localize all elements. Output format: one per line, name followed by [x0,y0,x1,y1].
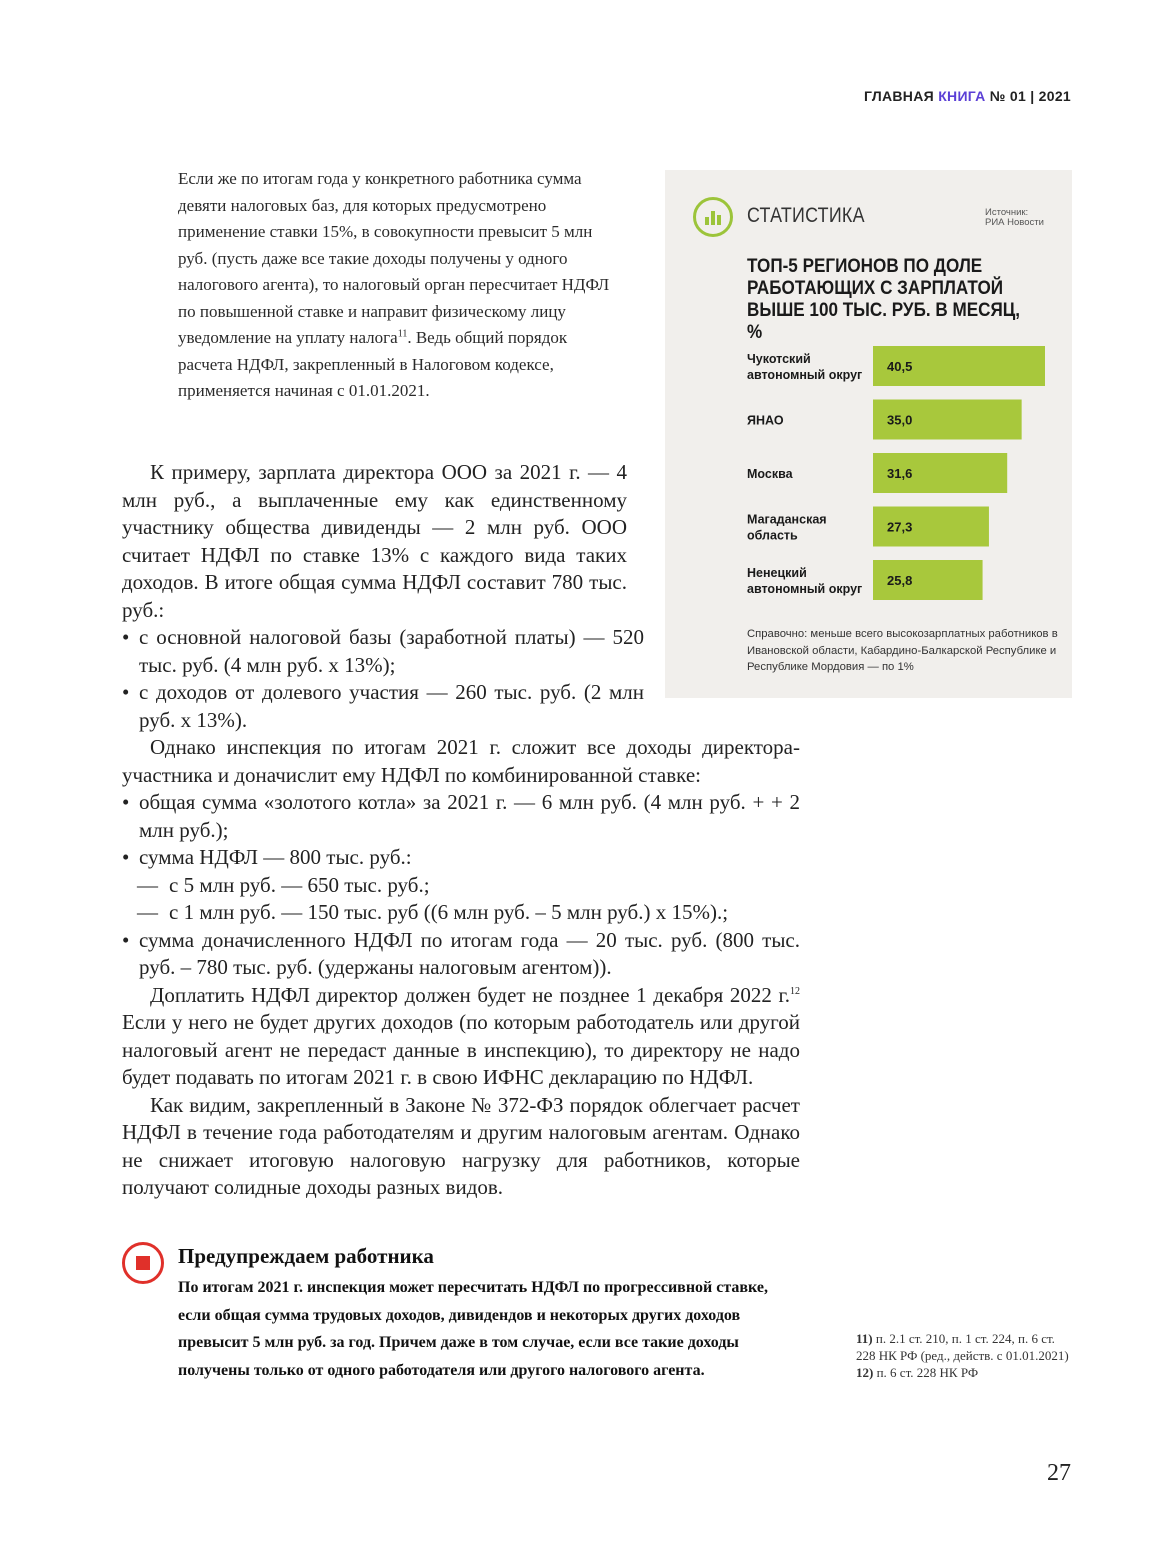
dash-5mln: — с 5 млн руб. — 650 тыс. руб.; [122,872,800,900]
paragraph-example: К примеру, зарплата директора ООО за 2021 г. — 4 млн руб., а выплаченные ему как единственному участнику общества дивиденды — 2 млн руб. ООО считает НДФЛ по ставке 13% с каждого вида таких доходов. В итоге общая сумма НДФЛ составит 780 тыс. руб.: [122,460,627,622]
paragraph-conclusion: Как видим, закрепленный в Законе № 372-ФЗ порядок облегчает расчет НДФЛ в течение года работодателям и другим налоговым агентам. Однако не снижает итоговую налоговую нагрузку для работников, которые получают солидные доходы разных видов. [122,1092,800,1199]
bar-value-label-3: 27,3 [887,519,913,535]
dash-1mln: — с 1 млн руб. — 150 тыс. руб ((6 млн руб. – 5 млн руб.) х 15%).; [122,899,800,927]
running-header [864,88,1071,104]
intro-text-2: . Ведь общий порядок расчета НДФЛ, закрепленный в Налоговом кодексе, применяется начиная с 01.01.2021. [178,328,568,400]
bar-value-label-0: 40,5 [887,359,913,374]
payment-text-2: Если у него не будет других доходов (по которым работодатель или другой налоговый агент не передаст данные в инспекцию), то директору не надо будет подавать по итогам 2021 г. в свою ИФНС декларацию по НДФЛ. [122,1010,800,1089]
bar-value-label-2: 31,6 [887,466,913,481]
footnote-12-text: п. 6 ст. 228 НК РФ [873,1365,979,1380]
warning-text: По итогам 2021 г. инспекция может пересчитать НДФЛ по прогрессивной ставке, если общая сумма трудовых доходов, дивидендов и некоторых других доходов превысит 5 млн руб. за год. Причем даже в том случае, если все такие доходы получены только от одного работодателя или другого налогового агента. [178,1279,768,1379]
category-label-2-0: Москва [747,467,793,481]
footnote-12-num: 12) [856,1365,874,1380]
bullet-total-income: • общая сумма «золотого котла» за 2021 г. — 6 млн руб. (4 млн руб. + + 2 млн руб.); [122,789,800,844]
header-glavnaya: ГЛАВНАЯ [863,88,934,104]
category-label-0-1: автономный округ [747,368,863,382]
category-label-1-0: ЯНАО [747,413,784,428]
footnotes [856,1330,1071,1381]
warning-title: Предупреждаем работника [178,1244,434,1268]
regions-bar-chart [665,170,1072,620]
intro-text-1: Если же по итогам года у конкретного работника сумма девяти налоговых баз, для которых предусмотрено применение ставки 15%, в совокупности превысит 5 млн руб. (пусть даже все такие доходы получены у одного налогового агента), то налоговый орган пересчитает НДФЛ по повышенной ставке и направит физическому лицу уведомление на уплату налога [178,169,610,347]
bullet-dividends: • с доходов от долевого участия — 260 тыс. руб. (2 млн руб. х 13%). [122,679,644,734]
paragraph-inspection: Однако инспекция по итогам 2021 г. сложит все доходы директора-участника и доначислит ему НДФЛ по комбинированной ставке: [122,735,800,787]
intro-paragraph [178,166,618,405]
header-issue: № 01 | 2021 [989,88,1071,104]
source-label: Источник: [985,207,1029,218]
stop-icon [122,1242,164,1284]
paragraph-payment [122,982,800,1092]
statistics-heading: СТАТИСТИКА [747,204,865,227]
footnote-ref-11: 11 [397,328,408,340]
footnote-12 [856,1364,1071,1381]
bullet-ndfl-sum: • сумма НДФЛ — 800 тыс. руб.: [122,844,800,872]
page-number: 27 [1047,1460,1071,1486]
chart-title: ТОП-5 РЕГИОНОВ ПО ДОЛЕ РАБОТАЮЩИХ С ЗАРПЛАТОЙ ВЫШЕ 100 ТЫС. РУБ. В МЕСЯЦ, % [747,256,1020,343]
category-label-0-0: Чукотский [747,352,811,366]
bar-value-label-4: 25,8 [887,573,913,588]
footnote-ref-12: 12 [790,985,800,997]
statistics-note: Справочно: меньше всего высокозарплатных работников в Ивановской области, Кабардино-Балкарской Республике и Республике Мордовия — по 1% [747,628,1058,673]
bullet-salary: • с основной налоговой базы (заработной платы) — 520 тыс. руб. (4 млн руб. х 13%); [122,624,644,679]
header-kniga: КНИГА [938,88,986,104]
bullet-additional-ndfl: • сумма доначисленного НДФЛ по итогам года — 20 тыс. руб. (800 тыс. руб. – 780 тыс. руб. (удержаны налоговым агентом)). [122,927,800,982]
category-label-4-0: Ненецкий [747,566,807,580]
category-label-3-0: Магаданская [747,512,827,527]
footnote-11-text: п. 2.1 ст. 210, п. 1 ст. 224, п. 6 ст. 228 НК РФ (ред., действ. с 01.01.2021) [856,1331,1069,1363]
footnote-11-num: 11) [856,1331,873,1346]
payment-text-1: Доплатить НДФЛ директор должен будет не позднее 1 декабря 2022 г. [150,982,790,1007]
category-label-4-1: автономный округ [747,582,863,596]
statistics-sidebar [665,170,1072,698]
footnote-11 [856,1330,1071,1364]
source-name: РИА Новости [985,217,1044,228]
category-label-3-1: область [747,528,798,543]
bar-value-label-1: 35,0 [887,412,913,428]
